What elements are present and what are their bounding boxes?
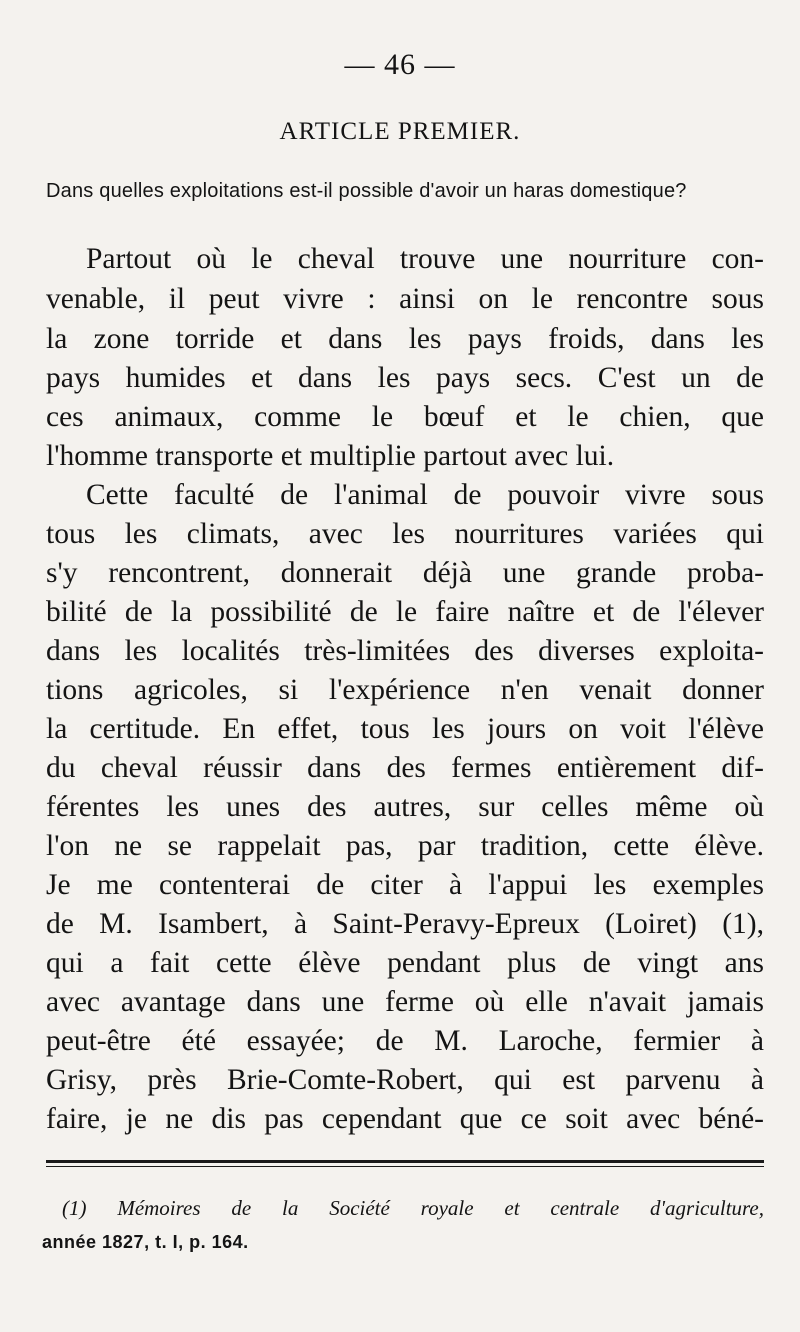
section-question: Dans quelles exploitations est-il possible d'avoir un haras domestique?	[46, 180, 687, 202]
page-number: — 46 —	[344, 48, 456, 81]
body-line: bilité de la possibilité de le faire naître et de l'élever	[46, 596, 764, 628]
body-line: avec avantage dans une ferme où elle n'avait jamais	[46, 986, 764, 1018]
footnote-rule	[46, 1160, 764, 1163]
body-line: de M. Isambert, à Saint-Peravy-Epreux (Loiret) (1),	[46, 908, 764, 940]
body-line: faire, je ne dis pas cependant que ce soit avec béné-	[46, 1103, 764, 1135]
body-line: du cheval réussir dans des fermes entièrement dif-	[46, 752, 764, 784]
body-line: s'y rencontrent, donnerait déjà une grande proba-	[46, 557, 764, 589]
section-title: ARTICLE PREMIER.	[279, 118, 521, 145]
body-line: ces animaux, comme le bœuf et le chien, que	[46, 401, 764, 433]
body-line: dans les localités très-limitées des diverses exploita-	[46, 635, 764, 667]
body-line: férentes les unes des autres, sur celles même où	[46, 791, 764, 823]
body-line: pays humides et dans les pays secs. C'est un de	[46, 362, 764, 394]
footnote-rule-thin	[46, 1166, 764, 1167]
body-line: la zone torride et dans les pays froids, dans les	[46, 323, 764, 355]
footnote-citation: (1) Mémoires de la Société royale et centrale d'agriculture,	[62, 1196, 764, 1220]
body-line: l'homme transporte et multiplie partout avec lui.	[46, 440, 615, 472]
body-line: venable, il peut vivre : ainsi on le rencontre sous	[46, 283, 764, 315]
body-line: peut-être été essayée; de M. Laroche, fermier à	[46, 1025, 764, 1057]
body-line: Partout où le cheval trouve une nourriture con-	[86, 243, 764, 275]
body-line: qui a fait cette élève pendant plus de vingt ans	[46, 947, 764, 979]
body-line: Grisy, près Brie-Comte-Robert, qui est parvenu à	[46, 1064, 764, 1096]
body-line: Cette faculté de l'animal de pouvoir vivre sous	[86, 479, 764, 511]
body-line: tous les climats, avec les nourritures variées qui	[46, 518, 764, 550]
body-line: l'on ne se rappelait pas, par tradition, cette élève.	[46, 830, 764, 862]
body-line: la certitude. En effet, tous les jours on voit l'élève	[46, 713, 764, 745]
footnote-reference: année 1827, t. I, p. 164.	[42, 1232, 249, 1252]
body-line: tions agricoles, si l'expérience n'en venait donner	[46, 674, 764, 706]
body-line: Je me contenterai de citer à l'appui les exemples	[46, 869, 764, 901]
